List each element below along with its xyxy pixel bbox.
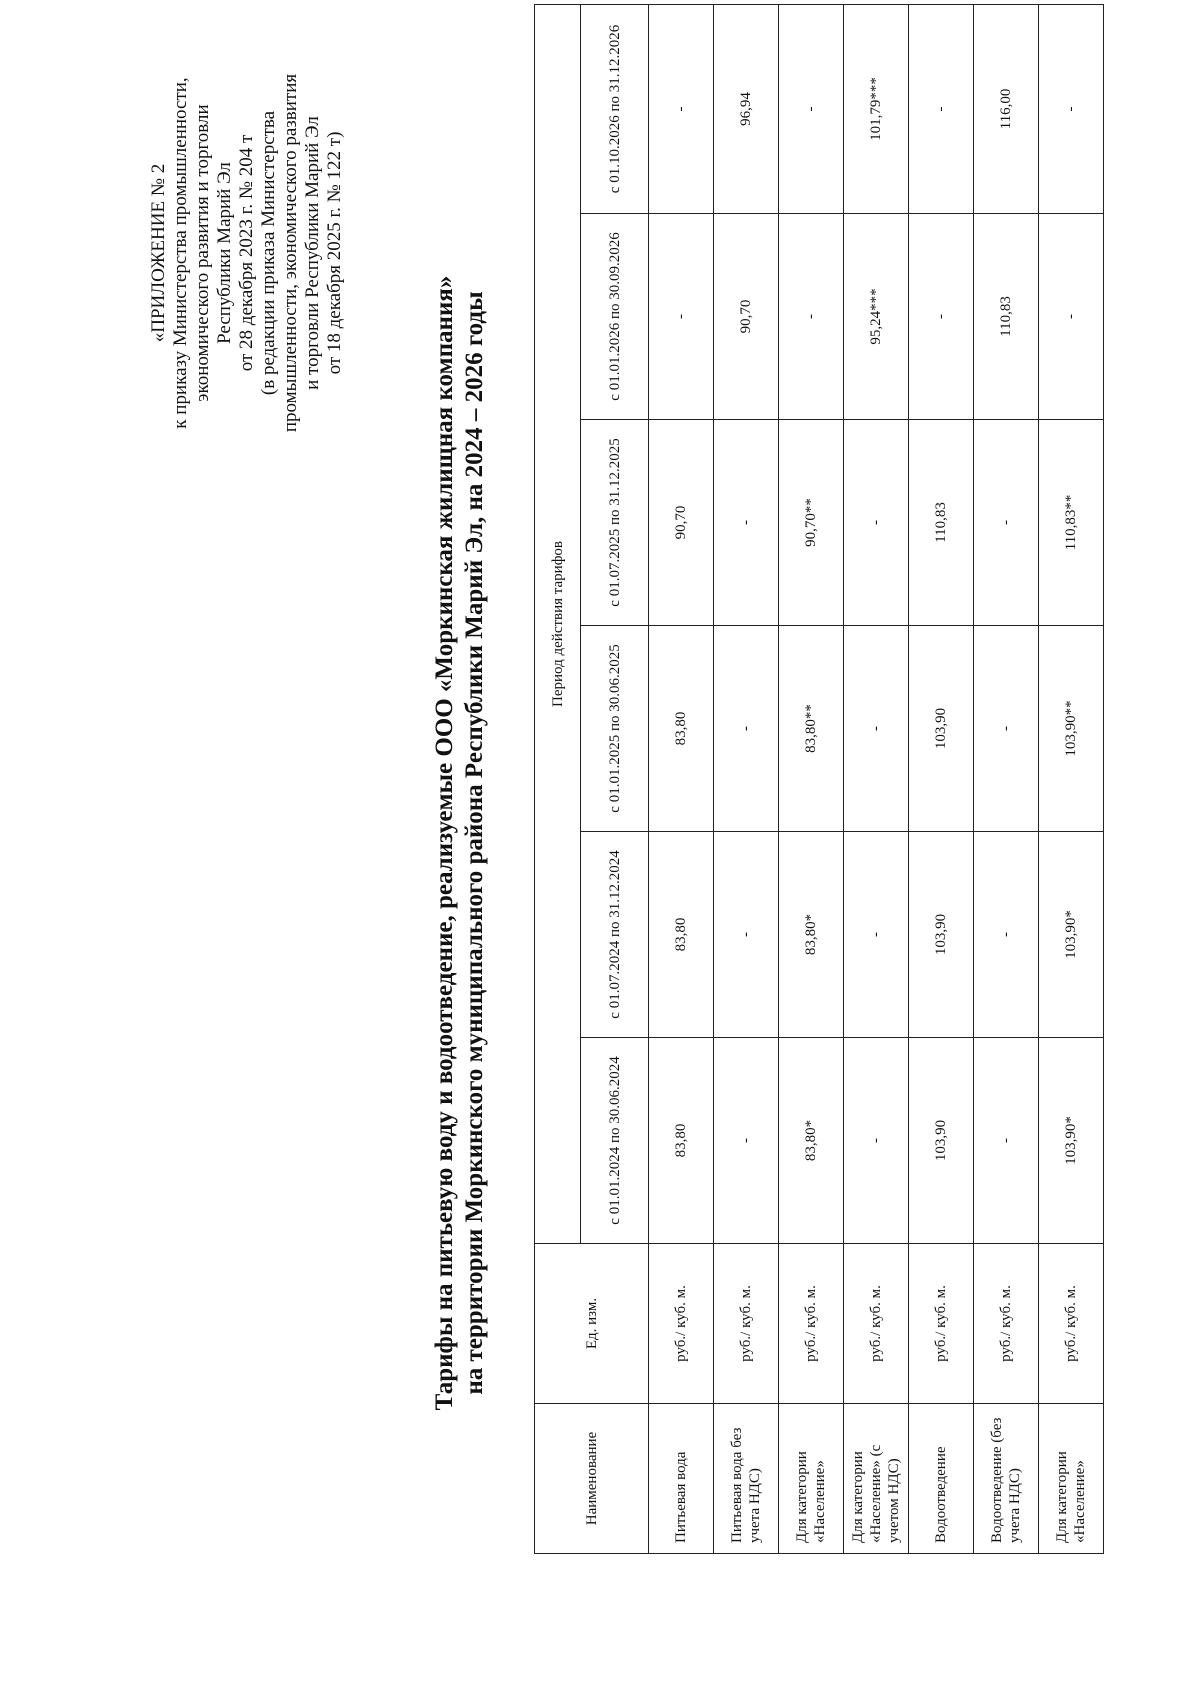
tariff-value: 101,79*** xyxy=(844,4,909,213)
tariff-value: 96,94 xyxy=(714,4,779,213)
table-row xyxy=(974,4,1039,1553)
tariff-value: - xyxy=(649,4,714,213)
appendix-reference xyxy=(148,18,346,488)
tariff-value: - xyxy=(844,420,909,626)
row-name: Для категории «Население» (с учетом НДС) xyxy=(844,1404,909,1554)
tariff-value: - xyxy=(714,832,779,1038)
tariff-value: - xyxy=(1039,4,1104,213)
title-line-1: Тарифы на питьевую воду и водоотведение, реализуемые ООО «Моркинская жилищная компания» xyxy=(431,275,458,1411)
header-period: Период действия тарифов xyxy=(535,4,581,1243)
appendix-line: от 28 декабря 2023 г. № 204 т xyxy=(236,134,257,372)
tariff-value: - xyxy=(714,420,779,626)
tariff-value: 90,70** xyxy=(779,420,844,626)
tariff-value: - xyxy=(1039,214,1104,420)
row-name: Питьевая вода без учета НДС) xyxy=(714,1404,779,1554)
table-row xyxy=(779,4,844,1553)
table-row xyxy=(1039,4,1104,1553)
header-period-3: с 01.01.2025 по 30.06.2025 xyxy=(581,626,649,832)
header-period-6: с 01.10.2026 по 31.12.2026 xyxy=(581,4,649,213)
tariff-value: 103,90** xyxy=(1039,626,1104,832)
tariff-value: - xyxy=(844,1038,909,1244)
header-period-1: с 01.01.2024 по 30.06.2024 xyxy=(581,1038,649,1244)
tariff-table xyxy=(534,4,1104,1554)
appendix-line: экономического развития и торговли xyxy=(192,104,213,402)
row-unit: руб./ куб. м. xyxy=(974,1244,1039,1404)
tariff-value: 103,90* xyxy=(1039,1038,1104,1244)
tariff-value: 103,90 xyxy=(909,832,974,1038)
title-line-2: на территории Моркинского муниципального района Республики Марий Эл, на 2024 – 2026 годы xyxy=(461,291,488,1395)
tariff-value: - xyxy=(844,626,909,832)
tariff-value: 90,70 xyxy=(714,214,779,420)
table-body xyxy=(649,4,1104,1553)
appendix-line: (в редакции приказа Министерства xyxy=(258,110,279,396)
row-name: Для категории «Население» xyxy=(1039,1404,1104,1554)
row-name: Водоотведение xyxy=(909,1404,974,1554)
tariff-value: - xyxy=(844,832,909,1038)
tariff-value: - xyxy=(974,832,1039,1038)
header-period-4: с 01.07.2025 по 31.12.2025 xyxy=(581,420,649,626)
tariff-value: 83,80* xyxy=(779,1038,844,1244)
tariff-value: 83,80 xyxy=(649,1038,714,1244)
tariff-value: 110,83** xyxy=(1039,420,1104,626)
tariff-value: 95,24*** xyxy=(844,214,909,420)
tariff-value: - xyxy=(714,626,779,832)
tariff-value: 110,83 xyxy=(909,420,974,626)
tariff-value: 83,80 xyxy=(649,626,714,832)
table-row xyxy=(909,4,974,1553)
table-row xyxy=(714,4,779,1553)
row-unit: руб./ куб. м. xyxy=(844,1244,909,1404)
table-row xyxy=(844,4,909,1553)
tariff-value: 110,83 xyxy=(974,214,1039,420)
tariff-value: 83,80** xyxy=(779,626,844,832)
tariff-value: 83,80 xyxy=(649,832,714,1038)
row-name: Водоотведение (без учета НДС) xyxy=(974,1404,1039,1554)
appendix-line: к приказу Министерства промышленности, xyxy=(170,77,191,429)
table-row xyxy=(649,4,714,1553)
tariff-value: - xyxy=(909,214,974,420)
header-period-2: с 01.07.2024 по 31.12.2024 xyxy=(581,832,649,1038)
row-unit: руб./ куб. м. xyxy=(779,1244,844,1404)
tariff-value: 103,90 xyxy=(909,1038,974,1244)
tariff-value: - xyxy=(974,420,1039,626)
appendix-line: «ПРИЛОЖЕНИЕ № 2 xyxy=(148,163,169,343)
appendix-line: от 18 декабря 2025 г. № 122 т) xyxy=(324,131,345,375)
row-name: Питьевая вода xyxy=(649,1404,714,1554)
appendix-line: промышленности, экономического развития xyxy=(280,73,301,433)
tariff-value: - xyxy=(714,1038,779,1244)
row-unit: руб./ куб. м. xyxy=(1039,1244,1104,1404)
header-period-5: с 01.01.2026 по 30.09.2026 xyxy=(581,214,649,420)
tariff-value: 90,70 xyxy=(649,420,714,626)
appendix-line: Республики Марий Эл xyxy=(214,162,235,344)
row-unit: руб./ куб. м. xyxy=(909,1244,974,1404)
header-row-1 xyxy=(535,4,581,1553)
header-unit: Ед. изм. xyxy=(535,1244,649,1404)
appendix-line: и торговли Республики Марий Эл xyxy=(302,116,323,390)
tariff-value: 103,90 xyxy=(909,626,974,832)
header-name: Наименование xyxy=(535,1404,649,1554)
tariff-value: 116,00 xyxy=(974,4,1039,213)
row-unit: руб./ куб. м. xyxy=(714,1244,779,1404)
tariff-value: - xyxy=(909,4,974,213)
tariff-value: - xyxy=(649,214,714,420)
document-title xyxy=(430,63,490,1623)
row-unit: руб./ куб. м. xyxy=(649,1244,714,1404)
tariff-value: 103,90* xyxy=(1039,832,1104,1038)
tariff-value: - xyxy=(974,626,1039,832)
row-name: Для категории «Население» xyxy=(779,1404,844,1554)
tariff-value: - xyxy=(779,4,844,213)
tariff-value: - xyxy=(974,1038,1039,1244)
tariff-value: 83,80* xyxy=(779,832,844,1038)
tariff-value: - xyxy=(779,214,844,420)
